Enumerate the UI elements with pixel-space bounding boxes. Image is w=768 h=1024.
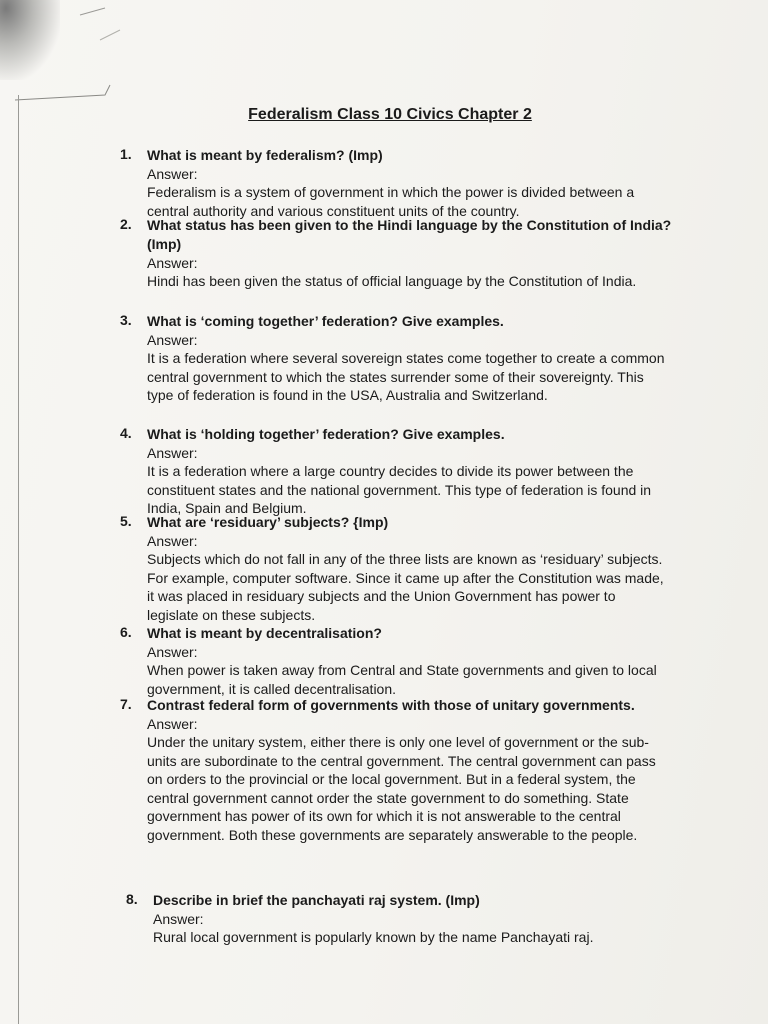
- qa-item-1: [122, 146, 682, 220]
- answer-label: Answer:: [147, 533, 198, 549]
- qa-item-7: [122, 696, 682, 844]
- pencil-scribble-icon: [10, 0, 130, 110]
- question-number: 3.: [120, 312, 132, 328]
- question-text: What is meant by federalism? (Imp): [147, 147, 383, 163]
- qa-item-4: [122, 425, 682, 518]
- question-text: Describe in brief the panchayati raj system. (Imp): [153, 892, 480, 908]
- question-text: What is ‘holding together’ federation? Give examples.: [147, 426, 505, 442]
- document-title: Federalism Class 10 Civics Chapter 2: [248, 106, 532, 123]
- answer-label: Answer:: [153, 911, 204, 927]
- question-number: 6.: [120, 624, 132, 640]
- answer-text: When power is taken away from Central and State governments and given to local government, it is called decentralisation.: [147, 662, 657, 697]
- answer-text: Under the unitary system, either there is only one level of government or the sub-units are subordinate to the central government. The central government can pass on orders to the provincial or the local government. But in a federal system, the central government cannot order the state government to do something. State government has power of its own for which it is not answerable to the central government. Both these governments are separately answerable to the people.: [147, 734, 656, 843]
- qa-item-2: [122, 216, 682, 291]
- qa-item-8: [128, 891, 688, 947]
- question-text: Contrast federal form of governments with those of unitary governments.: [147, 697, 635, 713]
- qa-item-3: [122, 312, 682, 405]
- question-number: 2.: [120, 216, 132, 232]
- answer-text: Rural local government is popularly known by the name Panchayati raj.: [153, 929, 594, 945]
- answer-text: It is a federation where a large country decides to divide its power between the constituent states and the national government. This type of federation is found in India, Spain and Belgium.: [147, 463, 652, 516]
- question-number: 4.: [120, 425, 132, 441]
- answer-text: Hindi has been given the status of official language by the Constitution of India.: [147, 273, 637, 289]
- question-text: What is meant by decentralisation?: [147, 625, 382, 641]
- answer-label: Answer:: [147, 332, 198, 348]
- qa-item-6: [122, 624, 682, 698]
- answer-text: It is a federation where several sovereign states come together to create a common central government to which the states surrender some of their sovereignty. This type of federation is found in the USA, Australia and Switzerland.: [147, 350, 665, 403]
- question-number: 5.: [120, 513, 132, 529]
- question-number: 1.: [120, 146, 132, 162]
- answer-label: Answer:: [147, 255, 198, 271]
- question-text: What are ‘residuary’ subjects? {Imp): [147, 514, 389, 530]
- answer-label: Answer:: [147, 716, 198, 732]
- answer-label: Answer:: [147, 166, 198, 182]
- answer-label: Answer:: [147, 644, 198, 660]
- question-text: What is ‘coming together’ federation? Give examples.: [147, 313, 504, 329]
- question-number: 8.: [126, 891, 138, 907]
- qa-item-5: [122, 513, 682, 624]
- answer-text: Federalism is a system of government in which the power is divided between a central authority and various constituent units of the country.: [147, 184, 635, 219]
- answer-text: Subjects which do not fall in any of the three lists are known as ‘residuary’ subjects. For example, computer software. Since it came up after the Constitution was made, it was placed in residuary subjects and the Union Government has power to legislate on these subjects.: [147, 551, 664, 623]
- question-text: What status has been given to the Hindi language by the Constitution of India? (Imp): [147, 217, 672, 252]
- page-edge-line: [18, 95, 19, 1024]
- answer-label: Answer:: [147, 445, 198, 461]
- question-number: 7.: [120, 696, 132, 712]
